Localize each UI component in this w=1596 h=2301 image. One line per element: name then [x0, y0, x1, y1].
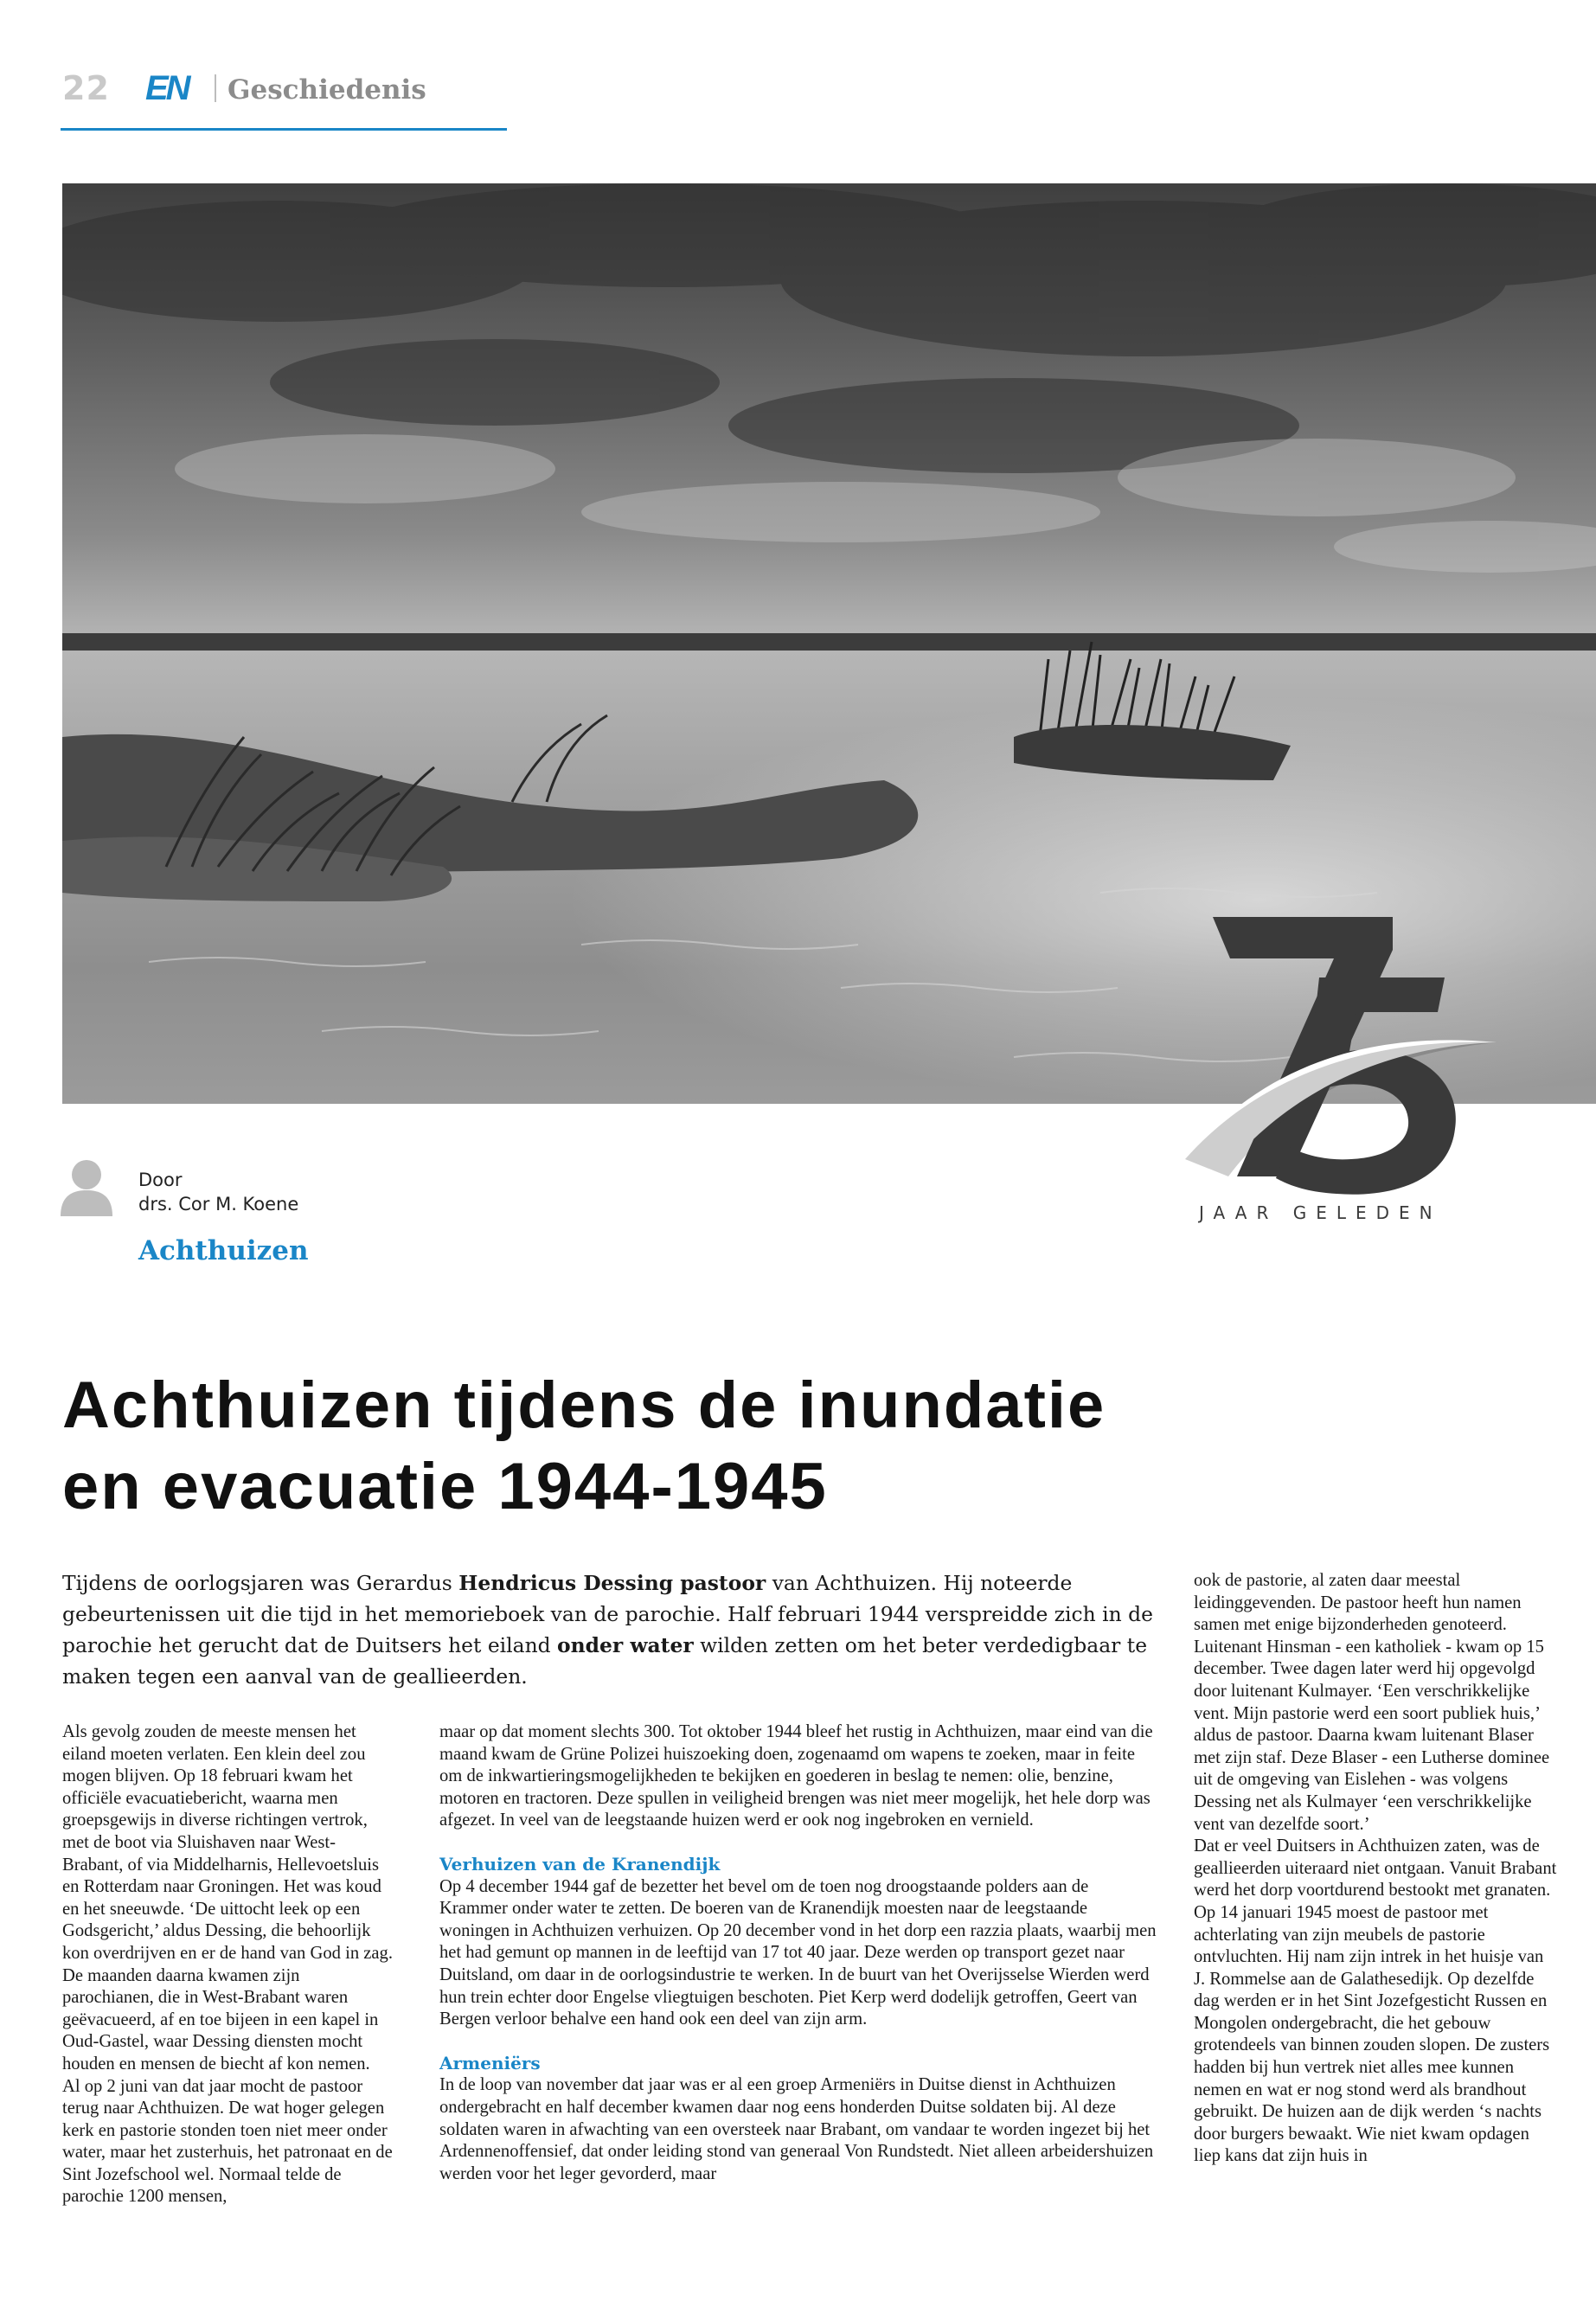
- byline-label: Door: [138, 1170, 183, 1190]
- subheading-kranendijk: Verhuizen van de Kranendijk: [439, 1853, 721, 1875]
- badge-caption: JAAR GELEDEN: [1199, 1202, 1442, 1223]
- body-paragraph: Als gevolg zouden de meeste mensen het eiland moeten verlaten. Een klein deel zou mogen blijven. Op 18 februari kwam het officiële evacuatiebericht, waarna men groepsgewijs in diverse richtingen vertrok, met de boot via Sluishaven naar West-Brabant, of via Middelharnis, Hellevoetsluis en Rotterdam naar Groningen. Het was koud en het sneeuwde. ‘De uittocht leek op een Godsgericht,’ aldus Dessing, die behoorlijk kon overdrijven en er de hand van God in zag. De maanden daarna kwamen zijn parochianen, die in West-Brabant waren geëvacueerd, af en toe bijeen in een kapel in Oud-Gastel, waar Dessing diensten mocht houden en mensen de biecht af kon nemen.: [62, 1722, 393, 2073]
- body-column-3: [1194, 1570, 1557, 2168]
- body-paragraph: Op 4 december 1944 gaf de bezetter het bevel om de toen nog droogstaande polders aan de Krammer onder water te zetten. De boeren van de Kranendijk moesten naar de leegstaande woningen in Achthuizen verhuizen. Op 20 december vond in het dorp een razzia plaats, waarbij men het had gemunt op mannen in de leeftijd van 17 tot 40 jaar. Deze werden op transport gezet naar Duitsland, om daar in de oorlogsindustrie te werken. In de buurt van het Overijsselse Wierden werd hun trein echter door Engelse vliegtuigen beschoten. Piet Kerp werd dodelijk getroffen, Geert van Bergen verloor behalve een hand ook een deel van zijn arm.: [439, 1876, 1157, 2029]
- intro-text-1: Tijdens de oorlogsjaren was Gerardus: [62, 1571, 459, 1595]
- headline-line-2: en evacuatie 1944-1945: [62, 1450, 828, 1523]
- body-paragraph: Al op 2 juni van dat jaar mocht de pastoor terug naar Achthuizen. De wat hoger gelegen kerk en pastorie stonden toen niet meer onder water, maar het zusterhuis, het patronaat en de Sint Jozefschool wel. Normaal telde de parochie 1200 mensen,: [62, 2076, 393, 2207]
- header-rule: [61, 128, 507, 131]
- body-paragraph: In de loop van november dat jaar was er al een groep Armeniërs in Duitse dienst in Achthuizen ondergebracht en half december kwamen daar nog eens honderden Duitse soldaten bij. Al deze soldaten waren in afwachting van een oversteek naar Brabant, om vandaar te worden ingezet bij het Ardennenoffensief, dat onder leiding stond van generaal Von Rundstedt. Niet alleen arbeidershuizen werden voor het leger gevorderd, maar: [439, 2075, 1154, 2183]
- publication-logo: EN: [145, 69, 189, 107]
- section-title: Geschiedenis: [228, 74, 426, 106]
- author-avatar-icon: [61, 1157, 112, 1216]
- subheading-armeniers: Armeniërs: [439, 2052, 541, 2073]
- intro-bold-2: onder water: [557, 1633, 694, 1657]
- intro-text-3: wilden zetten om het beter verdedigbaar te maken tegen een aanval van de geallieerden.: [62, 1633, 1148, 1689]
- header-divider: [215, 74, 216, 102]
- article-location: Achthuizen: [138, 1235, 309, 1266]
- anniversary-75-badge: [1133, 900, 1522, 1228]
- body-column-1: [62, 1721, 395, 2208]
- page-number: 22: [62, 69, 110, 107]
- intro-text-2: van Achthuizen. Hij noteerde gebeurtenissen uit die tijd in het memorieboek van de parochie. Half februari 1944 verspreidde zich in de parochie het gerucht dat de Duitsers het eiland: [62, 1571, 1153, 1657]
- body-paragraph: Dat er veel Duitsers in Achthuizen zaten, was de geallieerden uiteraard niet ontgaan. Vanuit Brabant werd het dorp voortdurend bestookt met granaten. Op 14 januari 1945 moest de pastoor met achterlating van zijn meubels de pastorie ontvluchten. Hij nam zijn intrek in het huisje van J. Rommelse aan de Galathesedijk. Op dezelfde dag werden er in het Sint Jozefgesticht Russen en Mongolen ondergebracht, die het gebouw grotendeels van binnen zouden slopen. De zusters hadden bij hun vertrek niet alles mee kunnen nemen en wat er nog stond werd als brandhout gebruikt. De huizen aan de dijk werden ‘s nachts door burgers bewaakt. Wie niet kwam opdagen liep kans dat zijn huis in: [1194, 1836, 1557, 2166]
- article-headline: [62, 1365, 1360, 1528]
- author-name: drs. Cor M. Koene: [138, 1194, 299, 1215]
- body-paragraph: maar op dat moment slechts 300. Tot oktober 1944 bleef het rustig in Achthuizen, maar eind van die maand kwam de Grüne Polizei huiszoeking doen, zogenaamd om wapens te zoeken, maar in feite om de inkwartieringsmogelijkheden te bekijken en goederen in beslag te nemen: olie, benzine, motoren en tractoren. Deze spullen in veiligheid brengen was niet meer mogelijk, het hele dorp was afgezet. In veel van de leegstaande huizen werd er ook nog ingebroken en vernield.: [439, 1722, 1153, 1830]
- headline-line-1: Achthuizen tijdens de inundatie: [62, 1368, 1106, 1442]
- body-column-2: [439, 1721, 1157, 2185]
- body-paragraph: ook de pastorie, al zaten daar meestal leidinggevenden. De pastoor heeft hun namen samen met enige bijzonderheden genoteerd. Luitenant Hinsman - een katholiek - kwam op 15 december. Twee dagen later werd hij opgevolgd door luitenant Kulmayer. ‘Een verschrikkelijke vent. Mijn pastorie werd een soort publiek huis,’ aldus de pastoor. Daarna kwam luitenant Blaser met zijn staf. Deze Blaser - een Lutherse dominee uit de omgeving van Eislehen - was volgens Dessing net als Kulmayer ‘een verschrikkelijke vent van dezelfde soort.’: [1194, 1571, 1550, 1834]
- intro-bold-1: Hendricus Dessing pastoor: [458, 1571, 766, 1595]
- article-intro: [62, 1567, 1161, 1692]
